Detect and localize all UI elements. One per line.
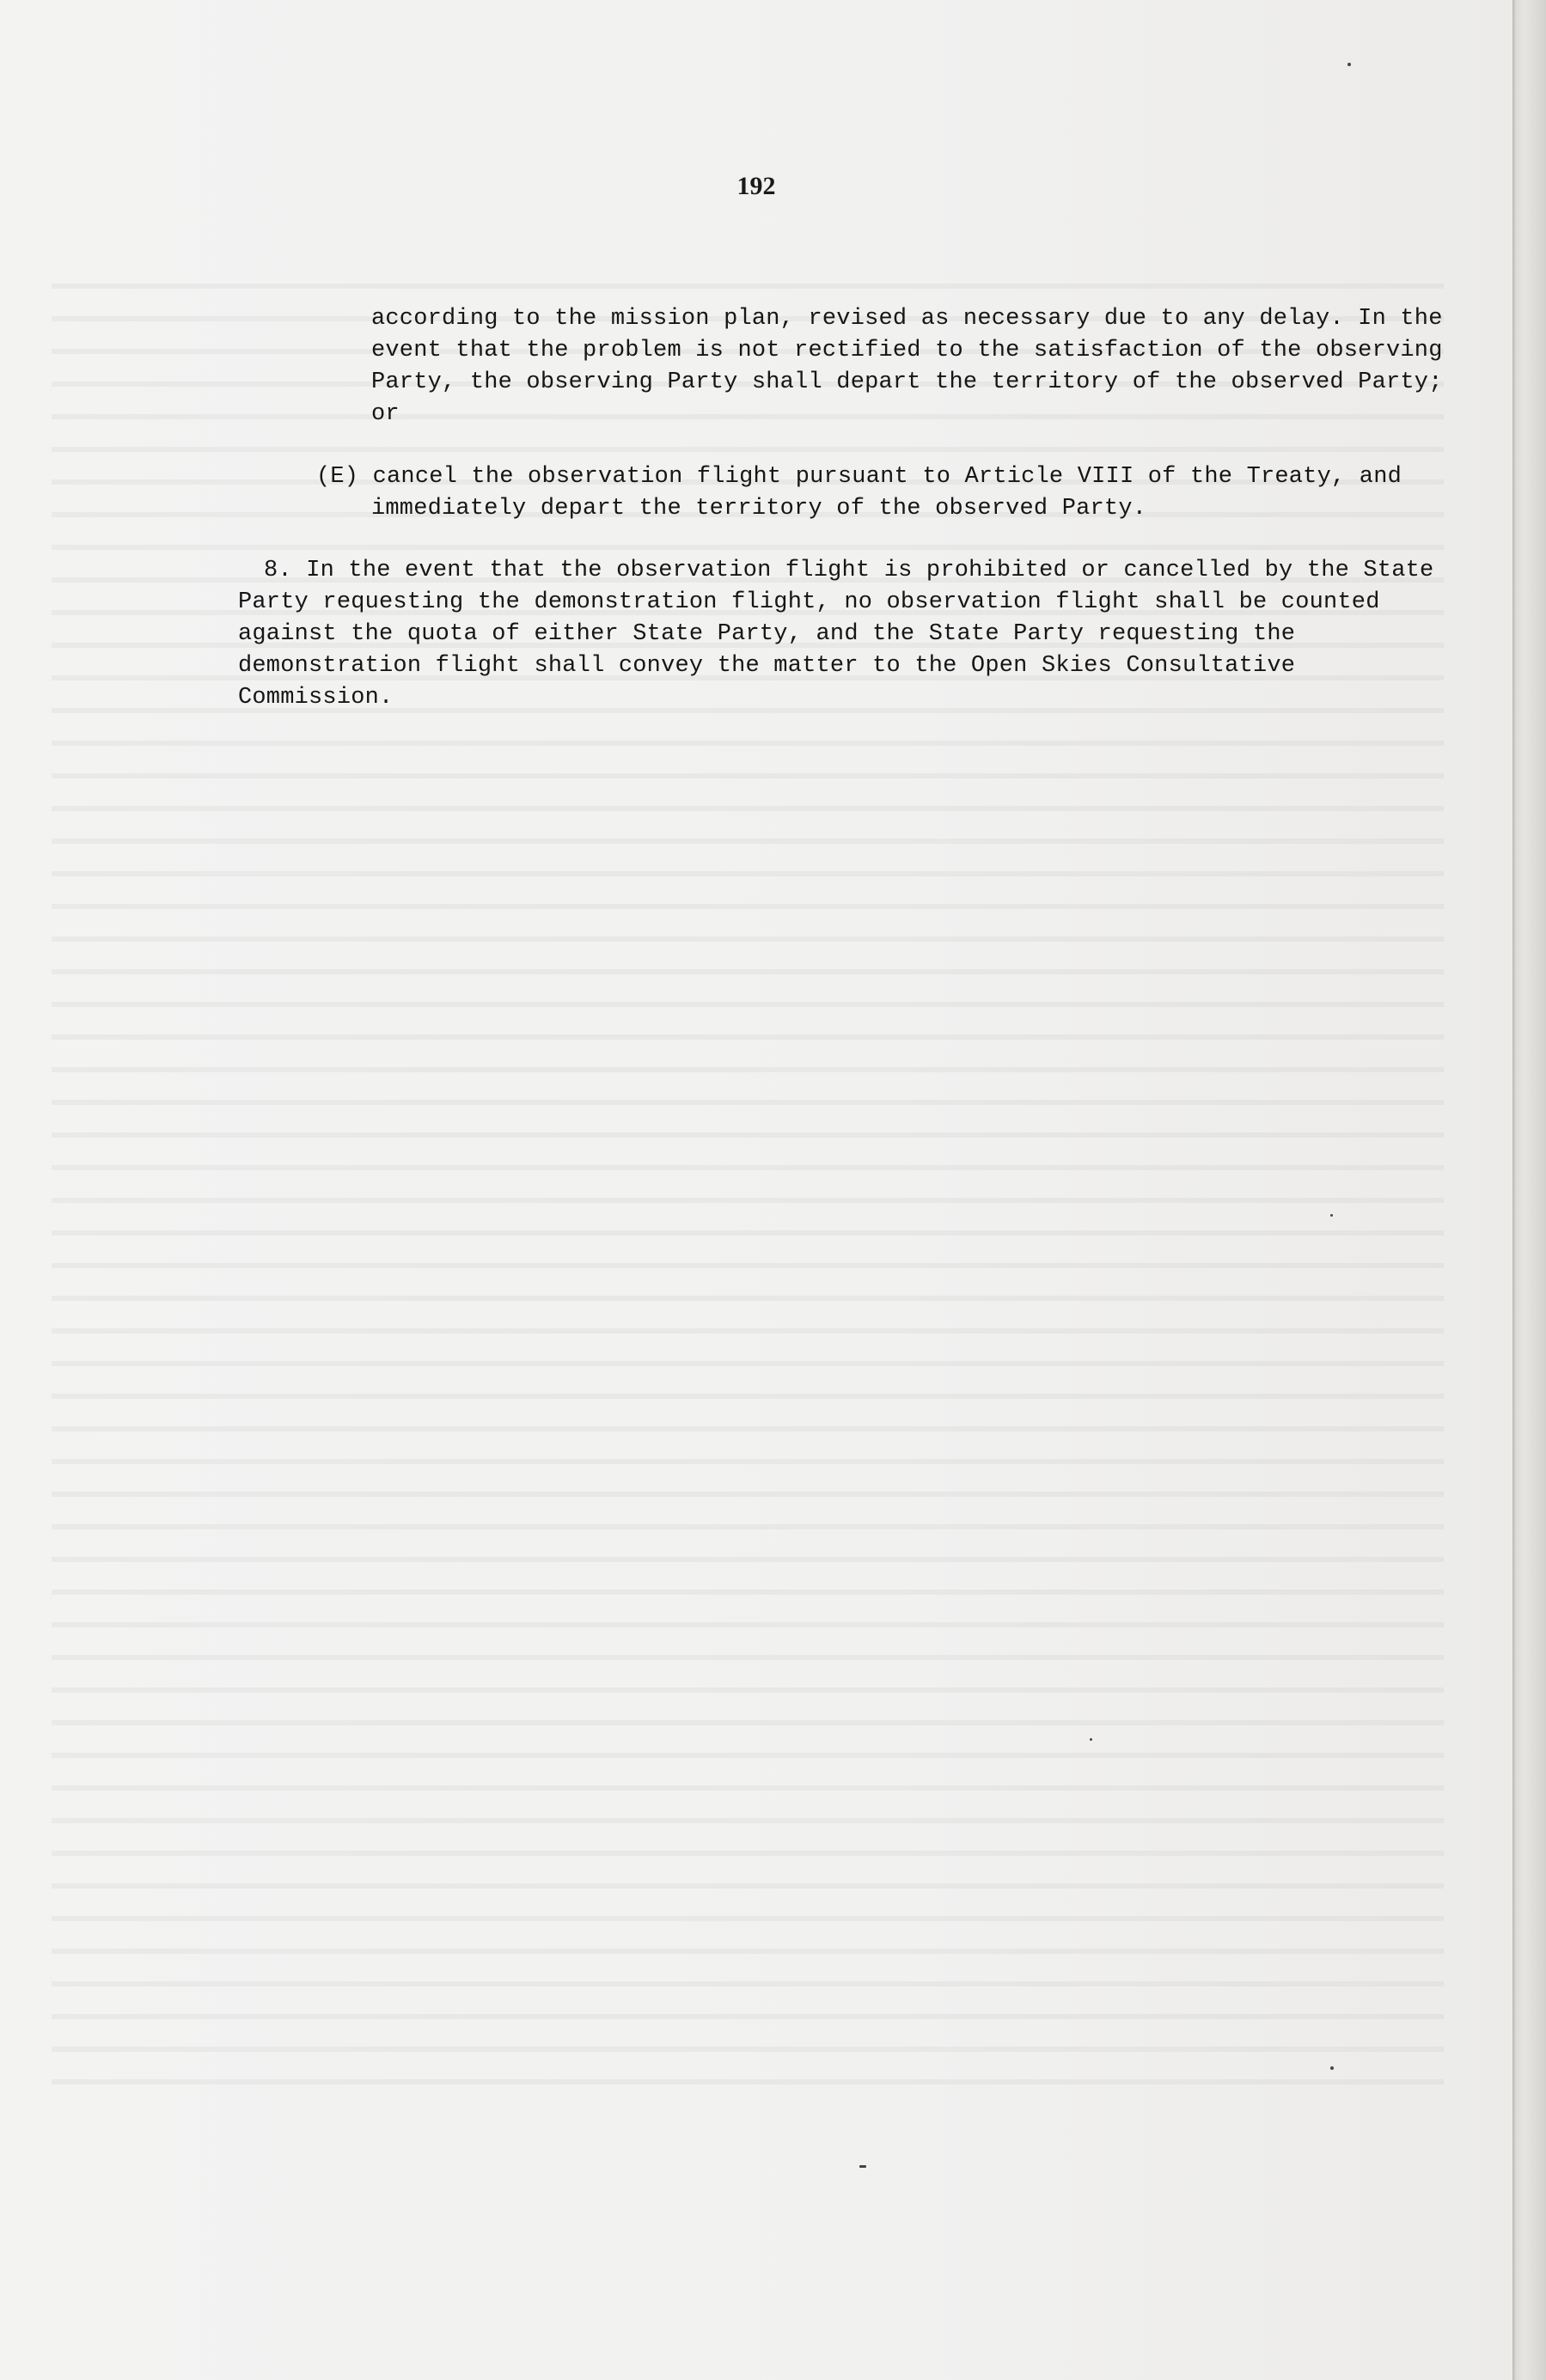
paragraph-continuation: according to the mission plan, revised as necessary due to any delay. In the event that the problem is not rectified to the satisfaction of the observing Party, the observing Party shall depart the territory of the observed Party; or (371, 306, 1443, 427)
page-edge (1512, 0, 1546, 2380)
show-through-text (52, 258, 1444, 2105)
scan-speck (1347, 63, 1351, 66)
scan-speck (1330, 1214, 1333, 1217)
page-number: 192 (736, 172, 776, 200)
scan-speck (1090, 1738, 1092, 1741)
paragraph-8: 8. In the event that the observation flight is prohibited or cancelled by the State Party requesting the demonstration flight, no observation flight shall be counted against the quota of either State Party, and the State Party requesting the demonstration flight shall convey the matter to the Open Skies Consultative Commission. (238, 558, 1434, 711)
scan-speck (1330, 2066, 1334, 2070)
scan-speck (859, 2165, 866, 2168)
list-item-e: (E) cancel the observation flight pursuant to Article VIII of the Treaty, and immediately depart the territory of the observed Party. (316, 464, 1402, 522)
